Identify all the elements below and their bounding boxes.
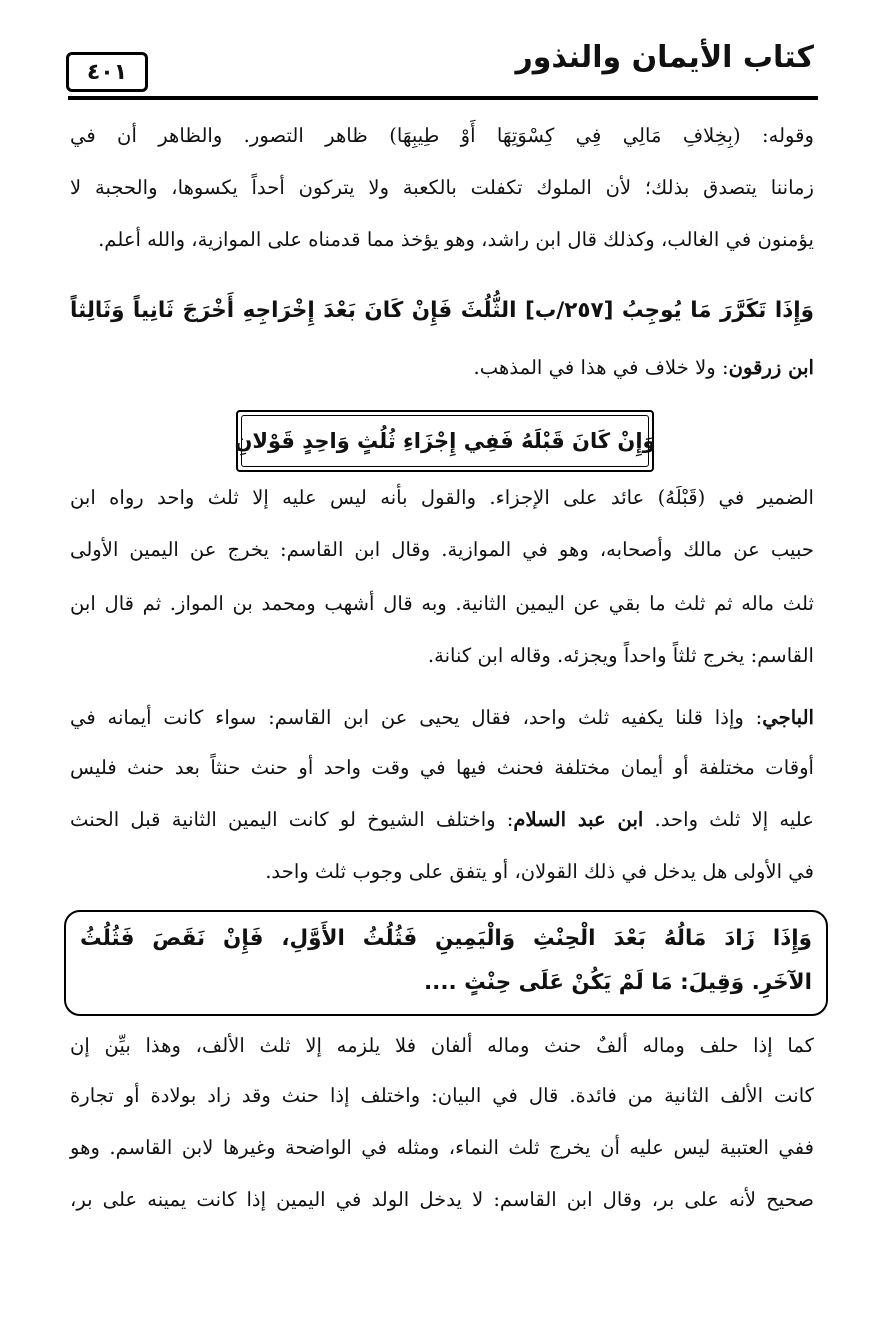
matn-text: وَإِنْ كَانَ قَبْلَهُ فَفِي إِجْزَاءِ ثُلُثٍ وَاحِدٍ قَوْلانِ (234, 429, 656, 453)
text-line: وقوله: (بِخِلافِ مَالِي فِي كِسْوَتِهَا أَوْ طِيبِهَا) ظاهر التصور. والظاهر أن في (70, 124, 814, 147)
text-line: صحيح لأنه على بر، وقال ابن القاسم: لا يدخل الولد في اليمين إذا كانت يمينه على بر، (70, 1188, 814, 1211)
text-line: في الأولى هل يدخل في ذلك القولان، أو يتفق على وجوب ثلث واحد. (265, 860, 814, 883)
text-span: : وإذا قلنا يكفيه ثلث واحد، فقال يحيى عن ابن القاسم: سواء كانت أيمانه في (70, 706, 763, 729)
matn-box (64, 910, 828, 1016)
text-line (70, 804, 814, 838)
speaker-name: ابن عبد السلام (513, 808, 644, 831)
text-line: الضمير في (قَبْلَهُ) عائد على الإجزاء. والقول بأنه ليس عليه إلا ثلث واحد رواه ابن (70, 486, 814, 509)
text-line: يؤمنون في الغالب، وكذلك قال ابن راشد، وهو يؤخذ مما قدمناه على الموازية، والله أعلم. (98, 228, 814, 251)
text-line: زماننا يتصدق بذلك؛ لأن الملوك تكفلت بالكعبة ولا يتركون أحداً يكسوها، والحجبة لا (70, 176, 814, 199)
text-line: كما إذا حلف وماله ألفٌ حنث وماله ألفان فلا يلزمه إلا ثلث الألف، وهذا بيِّن إن (70, 1034, 814, 1057)
text-line: كانت الألف الثانية من فائدة. قال في البيان: واختلف إذا حنث وقد زاد بولادة أو تجارة (70, 1084, 814, 1107)
text-line: القاسم: يخرج ثلثاً واحداً ويجزئه. وقاله ابن كنانة. (427, 644, 814, 667)
text-line: حبيب عن مالك وأصحابه، وهو في الموازية. وقال ابن القاسم: يخرج عن اليمين الأولى (70, 538, 814, 561)
matn-text: وَإِذَا زَادَ مَالُهُ بَعْدَ الْحِنْثِ وَالْيَمِينِ فَثُلُثُ الأَوَّلِ، فَإِنْ نَقَصَ فَثُلُثُ (80, 926, 812, 951)
text-line: ففي العتبية ليس عليه أن يخرج ثلث النماء، ومثله في الواضحة وغيرها لابن القاسم. وهو (70, 1136, 814, 1159)
page-number: ٤٠١ (66, 52, 148, 92)
speaker-name: الباجي (762, 706, 814, 729)
text-line: أوقات مختلفة أو أيمان مختلفة فحنث فيها في وقت واحد أو حنث حنثاً بعد حنث فليس (70, 756, 814, 779)
running-header-title: كتاب الأيمان والنذور (515, 40, 814, 75)
text-span: : واختلف الشيوخ لو كانت اليمين الثانية قبل الحنث (70, 808, 514, 831)
speaker-name: ابن زرقون (728, 356, 814, 379)
text-span: عليه إلا ثلث واحد. (643, 808, 814, 831)
text-span: : ولا خلاف في هذا في المذهب. (473, 356, 729, 379)
text-line (70, 352, 814, 386)
matn-text: الآخَرِ. وَقِيلَ: مَا لَمْ يَكُنْ عَلَى حِنْثٍ .... (424, 970, 812, 995)
matn-text: وَإِذَا تَكَرَّرَ مَا يُوجِبُ [٢٥٧/ب] الثُّلُثَ فَإِنْ كَانَ بَعْدَ إِخْرَاجِهِ أَخْرَجَ ثَانِياً وَثَالِثاً (70, 298, 814, 323)
text-line: ثلث ماله ثم ثلث ما بقي عن اليمين الثانية. وبه قال أشهب ومحمد بن المواز. ثم قال ابن (70, 592, 814, 615)
header-rule (68, 96, 818, 100)
matn-box (236, 410, 654, 472)
text-line (70, 702, 814, 736)
